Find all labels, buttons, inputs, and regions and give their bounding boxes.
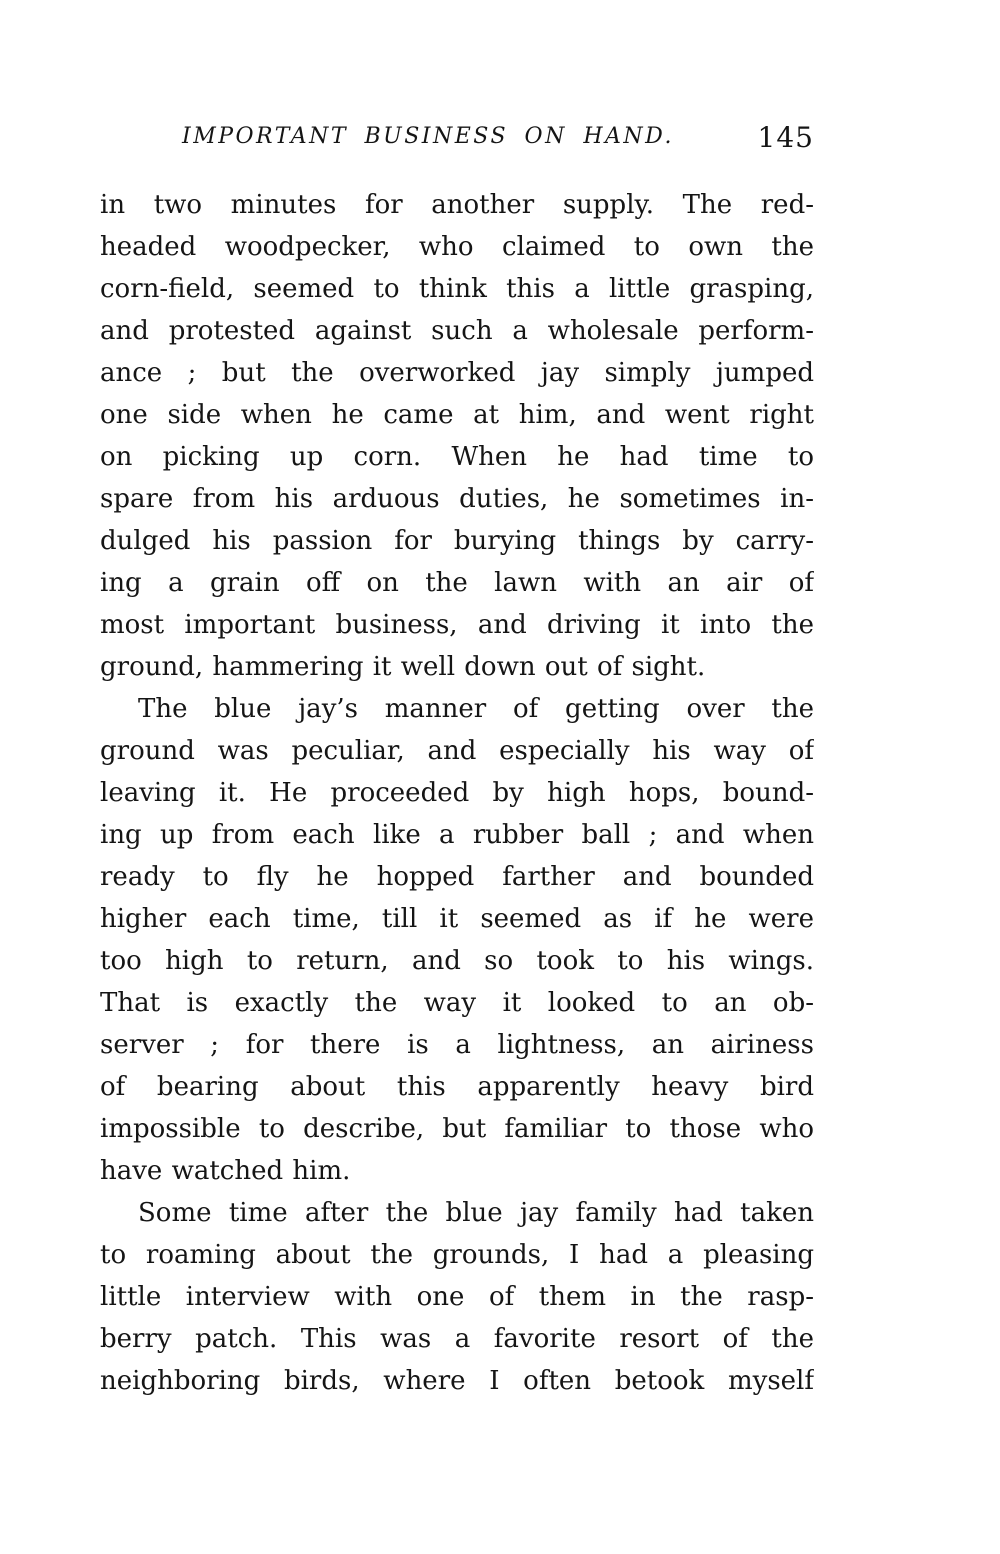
running-header — [100, 121, 814, 158]
text-line: ing a grain off on the lawn with an air of — [100, 568, 814, 598]
text-line: of bearing about this apparently heavy bird — [100, 1072, 814, 1102]
text-line: The blue jay’s manner of getting over the — [138, 694, 814, 724]
text-line: and protested against such a wholesale perform- — [100, 316, 814, 346]
text-line: have watched him. — [100, 1156, 351, 1186]
text-line: ance ; but the overworked jay simply jumped — [100, 358, 814, 388]
text-line: That is exactly the way it looked to an ob- — [100, 988, 814, 1018]
text-line: ready to fly he hopped farther and bounded — [100, 862, 814, 892]
text-line: corn-field, seemed to think this a little grasping, — [100, 274, 814, 304]
text-line: most important business, and driving it into the — [100, 610, 814, 640]
text-line: little interview with one of them in the rasp- — [100, 1282, 814, 1312]
text-line: in two minutes for another supply. The red- — [100, 190, 814, 220]
text-line: ground was peculiar, and especially his way of — [100, 736, 814, 766]
text-line: server ; for there is a lightness, an airiness — [100, 1030, 814, 1060]
paragraph — [100, 184, 814, 688]
text-line: spare from his arduous duties, he sometimes in- — [100, 484, 814, 514]
text-line: impossible to describe, but familiar to those who — [100, 1114, 814, 1144]
text-line: leaving it. He proceeded by high hops, bound- — [100, 778, 814, 808]
page-number: 145 — [757, 121, 814, 154]
text-line: one side when he came at him, and went right — [100, 400, 814, 430]
text-line: headed woodpecker, who claimed to own the — [100, 232, 814, 262]
text-line: dulged his passion for burying things by carry- — [100, 526, 814, 556]
text-line: neighboring birds, where I often betook myself — [100, 1366, 814, 1396]
text-block — [100, 184, 814, 1402]
paragraph — [100, 1192, 814, 1402]
text-line: too high to return, and so took to his wings. — [100, 946, 814, 976]
text-line: ing up from each like a rubber ball ; and when — [100, 820, 814, 850]
text-line: Some time after the blue jay family had taken — [138, 1198, 814, 1228]
text-line: higher each time, till it seemed as if he were — [100, 904, 814, 934]
text-line: on picking up corn. When he had time to — [100, 442, 814, 472]
paragraph — [100, 688, 814, 1192]
header-title: IMPORTANT BUSINESS ON HAND. — [182, 124, 674, 149]
text-line: berry patch. This was a favorite resort of the — [100, 1324, 814, 1354]
text-line: ground, hammering it well down out of sight. — [100, 652, 706, 682]
text-line: to roaming about the grounds, I had a pleasing — [100, 1240, 814, 1270]
